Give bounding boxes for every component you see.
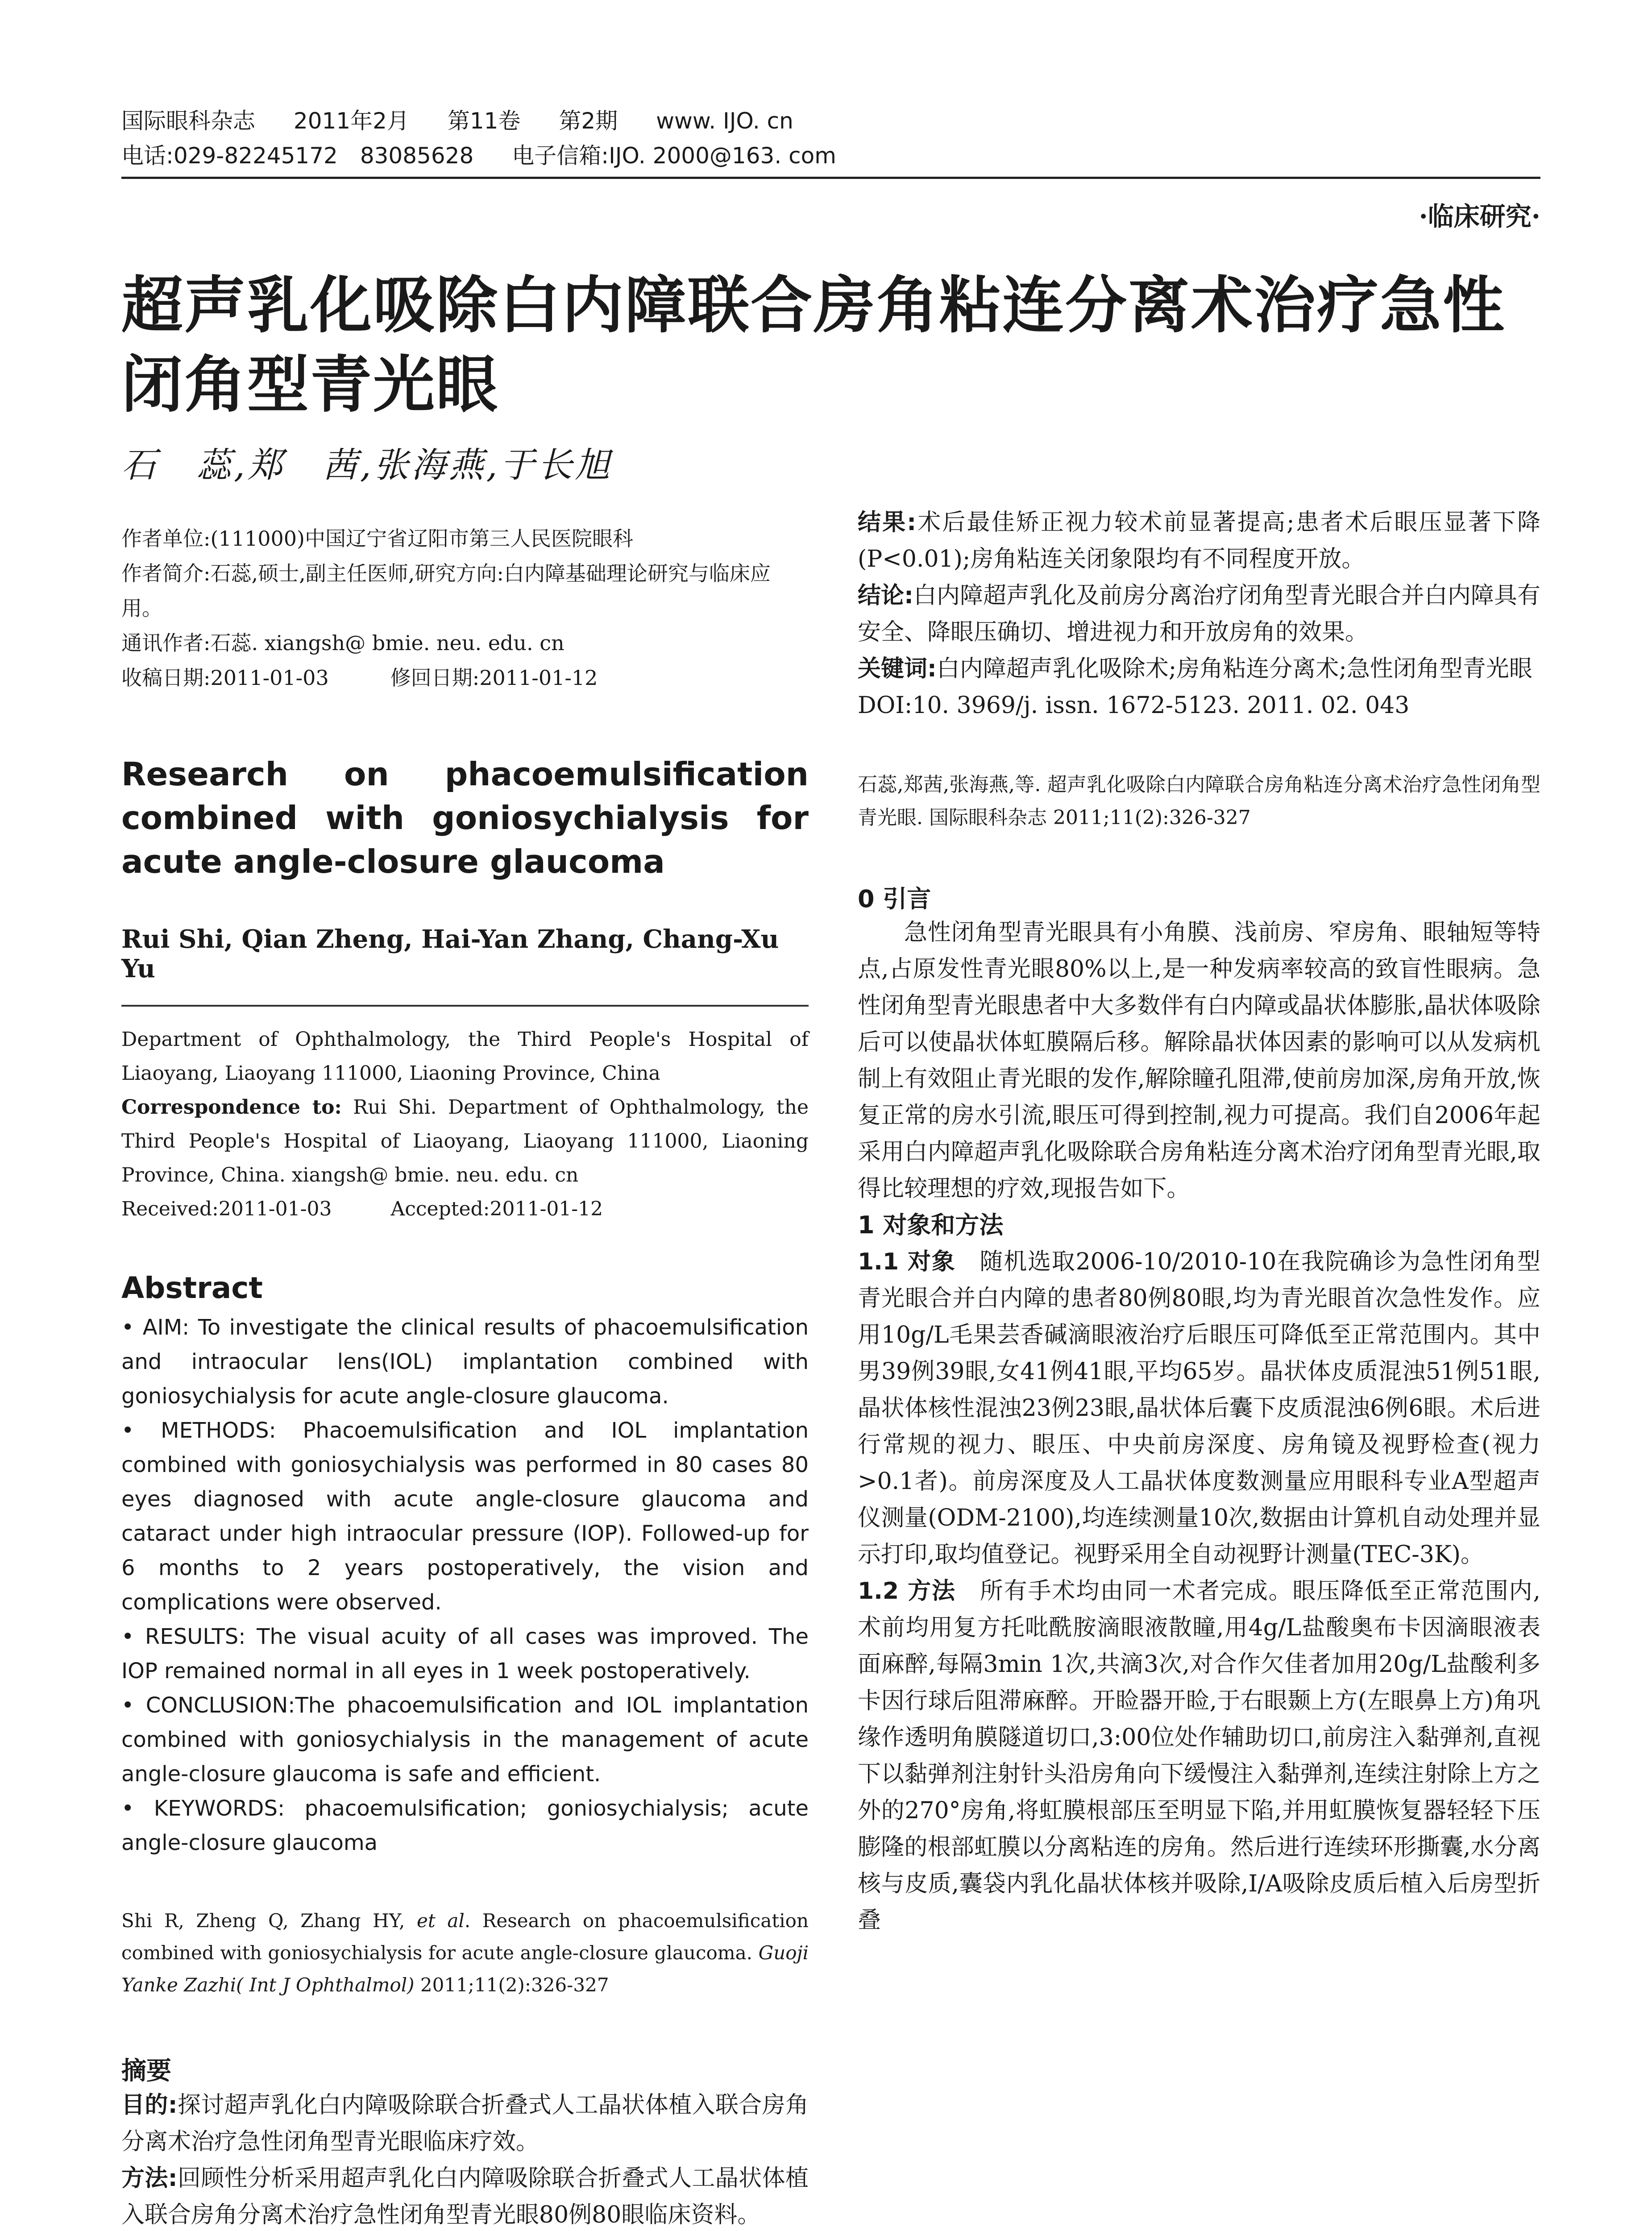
methods-text-zh: 回顾性分析采用超声乳化白内障吸除联合折叠式人工晶状体植入联合房角分离术治疗急性闭角型青光眼80例80眼临床资料。 xyxy=(121,2165,809,2228)
abstract-keywords-en: • KEYWORDS: phacoemulsification; goniosychialysis; acute angle-closure glaucoma xyxy=(121,1796,809,1855)
citation-en-journal: Guoji Yanke Zazhi( Int J Ophthalmol) xyxy=(121,1942,809,1996)
header-divider xyxy=(121,177,1540,179)
volume: 第11卷 xyxy=(447,108,521,134)
citation-en-title: . Research on phacoemulsification combined with goniosychialysis for acute angle-closure glaucoma. xyxy=(121,1910,809,1964)
results-text-zh: 术后最佳矫正视力较术前显著提高;患者术后眼压显著下降(P<0.01);房角粘连关闭象限均有不同程度开放。 xyxy=(858,509,1540,572)
abstract-aim-zh xyxy=(121,2087,809,2160)
abstract-keywords-zh xyxy=(858,651,1540,687)
authors-en: Rui Shi, Qian Zheng, Hai-Yan Zhang, Chang-Xu Yu xyxy=(121,925,779,983)
abstract-aim-en: • AIM: To investigate the clinical results of phacoemulsification and intraocular lens(IOL) implantation combined with goniosychialysis for acute angle-closure glaucoma. xyxy=(121,1315,809,1409)
website: www. IJO. cn xyxy=(656,108,793,134)
section-1-1-paragraph xyxy=(858,1244,1540,1573)
section-1-1-text: 随机选取2006-10/2010-10在我院确诊为急性闭角型青光眼合并白内障的患者80例80眼,均为青光眼首次急性发作。应用10g/L毛果芸香碱滴眼液治疗后眼压可降低至正常范围内。其中男39例39眼,女41例41眼,平均65岁。晶状体皮质混浊51例51眼,晶状体核性混浊23例23眼,晶状体后囊下皮质混浊6例6眼。术后进行常规的视力、眼压、中央前房深度、房角镜及视野检查(视力>0.1者)。前房深度及人工晶状体度数测量应用眼科专业A型超声仪测量(ODM-2100),均连续测量10次,数据由计算机自动处理并显示打印,取均值登记。视野采用全自动视野计测量(TEC-3K)。 xyxy=(858,1248,1540,1568)
abstract-heading-en: Abstract xyxy=(121,1271,263,1305)
section-1-2-label: 1.2 方法 xyxy=(858,1578,956,1605)
journal-header xyxy=(121,104,1540,173)
citation-zh: 石蕊,郑茜,张海燕,等. 超声乳化吸除白内障联合房角粘连分离术治疗急性闭角型青光眼. 国际眼科杂志 2011;11(2):326-327 xyxy=(858,773,1540,829)
abstract-results-en: • RESULTS: The visual acuity of all cases was improved. The IOP remained normal in all eyes in 1 week postoperatively. xyxy=(121,1624,809,1684)
doi: DOI:10. 3969/j. issn. 1672-5123. 2011. 02. 043 xyxy=(858,692,1410,719)
email: 电子信箱:IJO. 2000@163. com xyxy=(512,143,836,169)
abstract-methods-zh xyxy=(121,2160,809,2231)
abstract-zh-part1 xyxy=(121,2087,809,2231)
section-label: ·临床研究· xyxy=(1419,201,1540,232)
abstract-methods-en: • METHODS: Phacoemulsification and IOL implantation combined with goniosychialysis was performed in 80 cases 80 eyes diagnosed with acute angle-closure glaucoma and cataract under high intraocular pressure (IOP). Followed-up for 6 months to 2 years postoperatively, the vision and complications were observed. xyxy=(121,1418,809,1615)
issue-number: 第2期 xyxy=(559,108,618,134)
abstract-zh-part2 xyxy=(858,504,1540,724)
methods-label-zh: 方法: xyxy=(121,2165,178,2192)
section-1-2-text: 所有手术均由同一术者完成。眼压降低至正常范围内,术前均用复方托吡酰胺滴眼液散瞳,用4g/L盐酸奥布卡因滴眼液表面麻醉,每隔3min 1次,共滴3次,对合作欠佳者加用20g/L盐酸利多卡因行球后阻滞麻醉。开睑器开睑,于右眼颞上方(左眼鼻上方)角巩缘作透明角膜隧道切口,3:00位处作辅助切口,前房注入黏弹剂,直视下以黏弹剂注射针头沿房角向下缓慢注入黏弹剂,连续注射除上方之外的270°房角,将虹膜根部压至明显下陷,并用虹膜恢复器轻轻下压膨隆的根部虹膜以分离粘连的房角。然后进行连续环形撕囊,水分离核与皮质,囊袋内乳化晶状体核并吸除,I/A吸除皮质后植入后房型折叠 xyxy=(858,1578,1540,1934)
right-column xyxy=(858,504,1540,1939)
left-column xyxy=(121,521,809,2231)
conclusion-label-zh: 结论: xyxy=(858,582,913,609)
keywords-text-zh: 白内障超声乳化吸除术;房角粘连分离术;急性闭角型青光眼 xyxy=(936,655,1532,682)
aim-label-zh: 目的: xyxy=(121,2092,178,2119)
received-date-zh: 收稿日期:2011-01-03 修回日期:2011-01-12 xyxy=(121,666,598,690)
abstract-heading-zh: 摘要 xyxy=(121,2057,171,2086)
section-1-1-label: 1.1 对象 xyxy=(858,1248,956,1275)
abstract-conclusion-zh xyxy=(858,577,1540,651)
author-affiliation-zh: 作者单位:(111000)中国辽宁省辽阳市第三人民医院眼科 xyxy=(121,527,633,551)
authors-zh: 石 蕊,郑 茜,张海燕,于长旭 xyxy=(121,445,613,485)
section-1-2-paragraph xyxy=(858,1573,1540,1939)
article-title-en: Research on phacoemulsification combined with goniosychialysis for acute angle-closure glaucoma xyxy=(121,755,809,880)
article-title-zh: 超声乳化吸除白内障联合房角粘连分离术治疗急性闭角型青光眼 xyxy=(121,270,1506,421)
abstract-results-zh xyxy=(858,504,1540,577)
correspondence-text: Rui Shi. Department of Ophthalmology, the Third People's Hospital of Liaoyang, Liaoyang 111000, Liaoning Province, China. xiangsh@ bmie. neu. edu. cn xyxy=(121,1096,809,1186)
correspondence-label: Correspondence to: xyxy=(121,1096,342,1119)
intro-paragraph: 急性闭角型青光眼具有小角膜、浅前房、窄房角、眼轴短等特点,占原发性青光眼80%以上,是一种发病率较高的致盲性眼病。急性闭角型青光眼患者中大多数伴有白内障或晶状体膨胀,晶状体吸除后可以使晶状体虹膜隔后移。解除晶状体因素的影响可以从发病机制上有效阻止青光眼的发作,解除瞳孔阻滞,使前房加深,房角开放,恢复正常的房水引流,眼压可得到控制,视力可提高。我们自2006年起采用白内障超声乳化吸除联合房角粘连分离术治疗闭角型青光眼,取得比较理想的疗效,现报告如下。 xyxy=(858,919,1540,1202)
results-label-zh: 结果: xyxy=(858,509,917,536)
section-1-heading: 1 对象和方法 xyxy=(858,1211,1004,1239)
department-en: Department of Ophthalmology, the Third People's Hospital of Liaoyang, Liaoyang 111000, Liaoning Province, China xyxy=(121,1028,809,1085)
header-line-2 xyxy=(121,138,1540,173)
header-line-1 xyxy=(121,104,1540,138)
citation-en xyxy=(121,1905,809,2001)
issue-date: 2011年2月 xyxy=(293,108,409,134)
author-meta-zh xyxy=(121,521,809,695)
correspondence-en xyxy=(121,1091,809,1192)
conclusion-text-zh: 白内障超声乳化及前房分离治疗闭角型青光眼合并白内障具有安全、降眼压确切、增进视力和开放房角的效果。 xyxy=(858,582,1540,646)
body-text xyxy=(858,914,1540,1939)
affiliation-en xyxy=(121,1023,809,1226)
author-bio-zh: 作者简介:石蕊,硕士,副主任医师,研究方向:白内障基础理论研究与临床应用。 xyxy=(121,561,771,620)
citation-en-authors: Shi R, Zheng Q, Zhang HY, xyxy=(121,1910,417,1932)
received-accepted-en: Received:2011-01-03 Accepted:2011-01-12 xyxy=(121,1198,603,1220)
citation-en-etal: et al xyxy=(417,1910,465,1932)
keywords-label-zh: 关键词: xyxy=(858,655,937,682)
phone: 电话:029-82245172 83085628 xyxy=(121,143,474,169)
aim-text-zh: 探讨超声乳化白内障吸除联合折叠式人工晶状体植入联合房角分离术治疗急性闭角型青光眼临床疗效。 xyxy=(121,2092,809,2155)
journal-name: 国际眼科杂志 xyxy=(121,108,255,134)
citation-en-volume: 2011;11(2):326-327 xyxy=(414,1974,609,1996)
abstract-conclusion-en: • CONCLUSION:The phacoemulsification and IOL implantation combined with goniosychialysis in the management of acute angle-closure glaucoma is safe and efficient. xyxy=(121,1693,809,1787)
affiliation-divider xyxy=(121,1005,809,1007)
abstract-en xyxy=(121,1310,809,1860)
corresponding-author-zh: 通讯作者:石蕊. xiangsh@ bmie. neu. edu. cn xyxy=(121,631,565,655)
intro-heading: 0 引言 xyxy=(858,885,931,913)
